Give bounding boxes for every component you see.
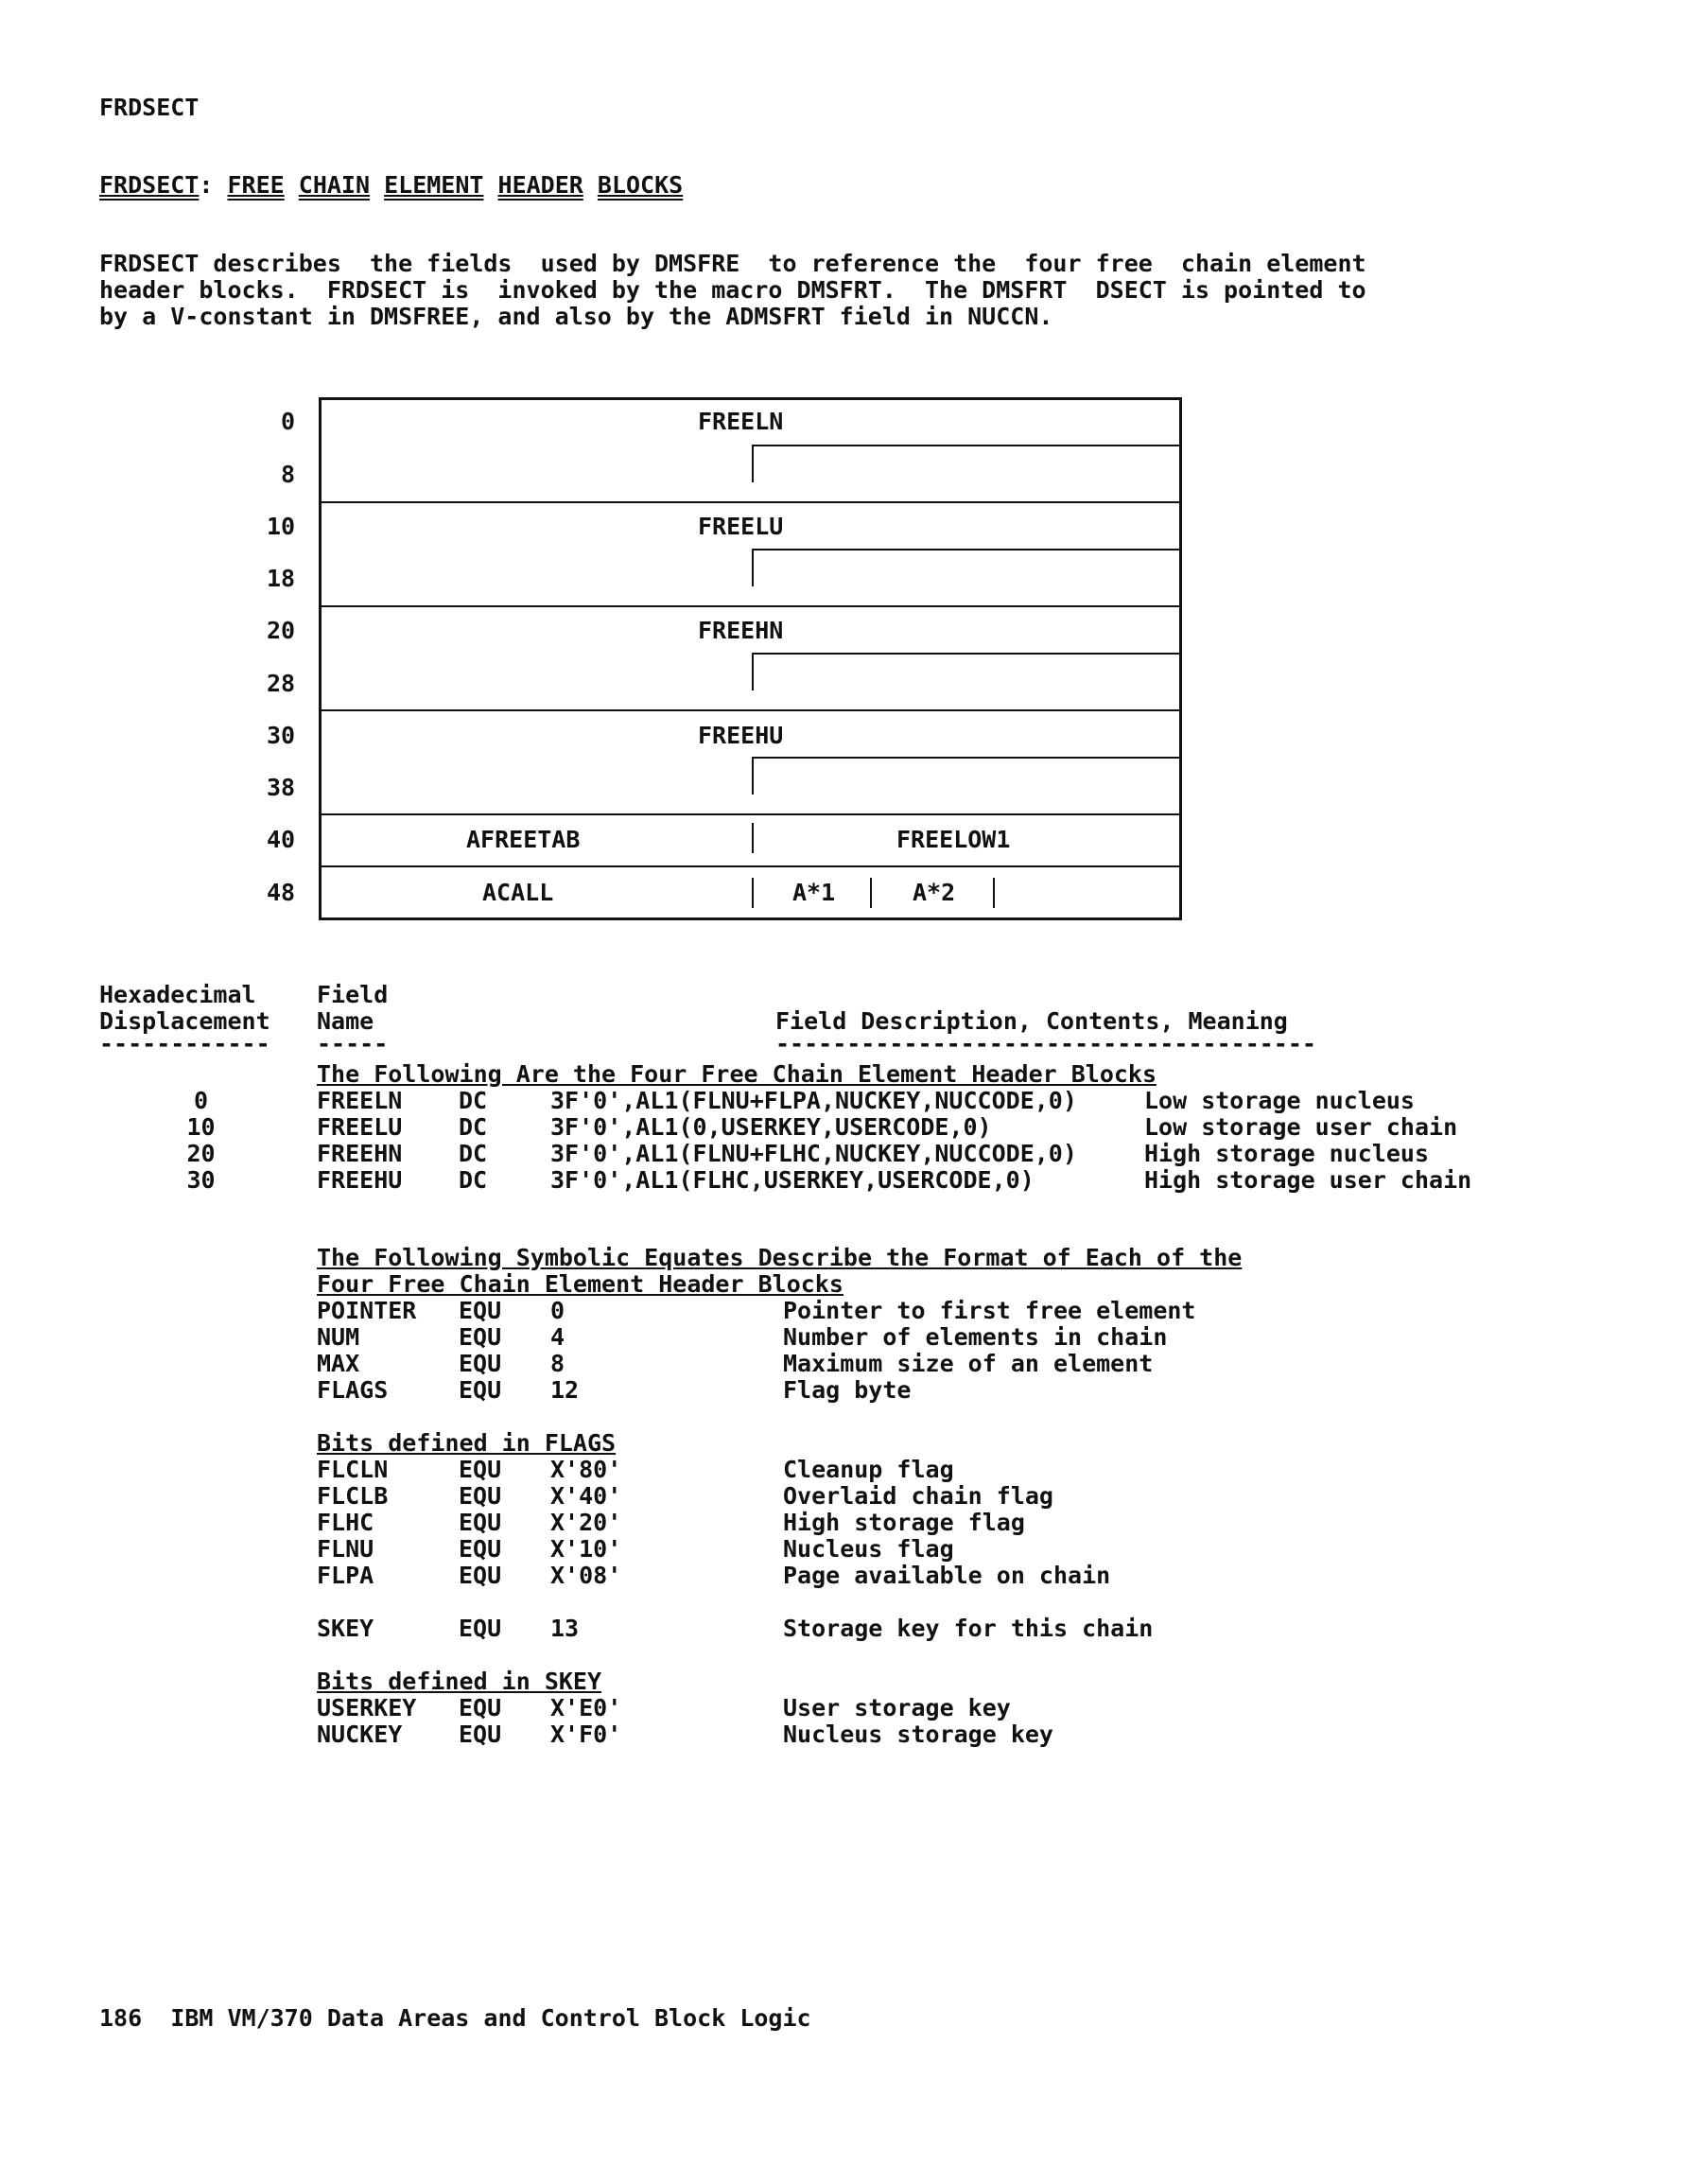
table-row xyxy=(0,1457,1687,1483)
table-row xyxy=(0,1536,1687,1563)
field-name: AFREETAB xyxy=(466,826,581,853)
row-value: X'40' xyxy=(550,1482,622,1510)
row-field-name: POINTER xyxy=(317,1297,417,1324)
table-row xyxy=(0,1616,1687,1642)
row-description: Low storage user chain xyxy=(1144,1113,1458,1141)
field-divider xyxy=(870,878,872,908)
table-row xyxy=(0,1695,1687,1721)
offset-label: 30 xyxy=(267,722,296,749)
row-op: EQU xyxy=(459,1509,502,1536)
diagram-bottom-border xyxy=(319,917,1182,920)
offset-label: 38 xyxy=(267,774,296,801)
offset-label: 28 xyxy=(267,670,296,697)
page-footer xyxy=(99,2005,811,2032)
row-op: EQU xyxy=(459,1323,502,1351)
row-op: EQU xyxy=(459,1615,502,1642)
table-row xyxy=(0,1324,1687,1351)
row-description: High storage user chain xyxy=(1144,1166,1472,1194)
row-value: 4 xyxy=(550,1323,565,1351)
row-field-name: FREELU xyxy=(317,1113,403,1141)
block-name: FREEHU xyxy=(698,722,784,749)
header-name-line2: Name xyxy=(317,1007,374,1035)
row-op: DC xyxy=(459,1113,488,1141)
header-disp-line2: Displacement xyxy=(99,1007,270,1035)
row-field-name: USERKEY xyxy=(317,1694,417,1721)
table-row xyxy=(0,1510,1687,1536)
row-op: EQU xyxy=(459,1535,502,1563)
row-value: X'E0' xyxy=(550,1694,622,1721)
row-description: Flag byte xyxy=(783,1376,912,1404)
section-title-word: FREE xyxy=(227,171,285,199)
diagram-left-border xyxy=(319,397,322,920)
row-displacement: 0 xyxy=(193,1087,209,1114)
offset-label: 18 xyxy=(267,565,296,592)
section-title-word: HEADER xyxy=(497,171,583,199)
group-title: Bits defined in SKEY xyxy=(317,1668,602,1695)
row-field-name: FLHC xyxy=(317,1509,374,1536)
row-value: 3F'0',AL1(FLHC,USERKEY,USERCODE,0) xyxy=(550,1166,1035,1194)
row-op: EQU xyxy=(459,1721,502,1748)
header-description: Field Description, Contents, Meaning xyxy=(775,1007,1288,1035)
header-rule: ----- xyxy=(317,1030,389,1057)
intro-line: FRDSECT describes the fields used by DMSFRE to reference the four free chain element xyxy=(99,250,1366,277)
offset-label: 0 xyxy=(280,408,295,435)
half-word-divider xyxy=(752,757,1182,759)
offset-label: 8 xyxy=(280,461,295,488)
row-value: X'10' xyxy=(550,1535,622,1563)
row-description: High storage nucleus xyxy=(1144,1140,1430,1167)
row-value: 3F'0',AL1(FLNU+FLPA,NUCKEY,NUCCODE,0) xyxy=(550,1087,1077,1114)
half-word-divider xyxy=(752,549,1182,550)
row-value: X'80' xyxy=(550,1456,622,1483)
group-title: Four Free Chain Element Header Blocks xyxy=(317,1270,844,1298)
header-disp-line1: Hexadecimal xyxy=(99,981,256,1008)
row-value: X'08' xyxy=(550,1562,622,1589)
offset-label: 40 xyxy=(267,826,296,853)
row-field-name: FLNU xyxy=(317,1535,374,1563)
book-title: IBM VM/370 Data Areas and Control Block Logic xyxy=(170,2004,811,2032)
table-row xyxy=(0,1088,1687,1114)
row-field-name: NUM xyxy=(317,1323,360,1351)
half-word-divider xyxy=(752,445,754,482)
row-op: DC xyxy=(459,1140,488,1167)
row-description: High storage flag xyxy=(783,1509,1025,1536)
block-name: FREELU xyxy=(698,513,784,540)
block-name: FREEHN xyxy=(698,617,784,644)
block-separator xyxy=(319,501,1182,503)
row-op: DC xyxy=(459,1087,488,1114)
row-field-name: FLPA xyxy=(317,1562,374,1589)
table-row xyxy=(0,1377,1687,1404)
field-name: A*2 xyxy=(913,879,956,906)
row-op: EQU xyxy=(459,1297,502,1324)
section-title-word: ELEMENT xyxy=(384,171,484,199)
half-word-divider xyxy=(752,445,1182,446)
field-divider xyxy=(993,878,995,908)
table-row xyxy=(0,1563,1687,1589)
row-field-name: MAX xyxy=(317,1350,360,1377)
section-title xyxy=(99,172,683,199)
block-separator xyxy=(319,605,1182,607)
table-row xyxy=(0,1141,1687,1167)
row-description: User storage key xyxy=(783,1694,1011,1721)
table-row xyxy=(0,1114,1687,1141)
row-field-name: FREEHN xyxy=(317,1140,403,1167)
table-row xyxy=(0,1298,1687,1324)
field-name: A*1 xyxy=(792,879,836,906)
row-op: EQU xyxy=(459,1562,502,1589)
section-title-prefix: FRDSECT xyxy=(99,171,200,199)
row-field-name: FLCLN xyxy=(317,1456,389,1483)
row-value: 0 xyxy=(550,1297,565,1324)
diagram-top-border xyxy=(319,397,1182,400)
section-title-word: BLOCKS xyxy=(597,171,684,199)
row-description: Storage key for this chain xyxy=(783,1615,1154,1642)
row-field-name: FLCLB xyxy=(317,1482,389,1510)
intro-line: header blocks. FRDSECT is invoked by the macro DMSFRT. The DMSFRT DSECT is pointed to xyxy=(99,276,1366,304)
row-displacement: 10 xyxy=(186,1113,216,1141)
row-op: EQU xyxy=(459,1482,502,1510)
row-description: Nucleus flag xyxy=(783,1535,954,1563)
row-value: 8 xyxy=(550,1350,565,1377)
table-row xyxy=(0,1351,1687,1377)
row-op: EQU xyxy=(459,1694,502,1721)
row-description: Cleanup flag xyxy=(783,1456,954,1483)
row-field-name: FLAGS xyxy=(317,1376,389,1404)
row-description: Overlaid chain flag xyxy=(783,1482,1053,1510)
half-word-divider xyxy=(752,757,754,795)
field-divider xyxy=(752,823,754,853)
row-description: Low storage nucleus xyxy=(1144,1087,1415,1114)
group-title: The Following Symbolic Equates Describe the Format of Each of the xyxy=(317,1244,1243,1271)
row-op: DC xyxy=(459,1166,488,1194)
offset-label: 48 xyxy=(267,879,296,906)
row-description: Page available on chain xyxy=(783,1562,1111,1589)
table-row xyxy=(0,1167,1687,1194)
row-value: X'20' xyxy=(550,1509,622,1536)
diagram-right-border xyxy=(1179,397,1182,920)
header-rule: ------------ xyxy=(99,1030,270,1057)
row-op: EQU xyxy=(459,1350,502,1377)
row-description: Pointer to first free element xyxy=(783,1297,1196,1324)
row-op: EQU xyxy=(459,1456,502,1483)
section-title-sep: : xyxy=(199,171,214,199)
row-field-name: NUCKEY xyxy=(317,1721,403,1748)
row-description: Number of elements in chain xyxy=(783,1323,1168,1351)
row-displacement: 20 xyxy=(186,1140,216,1167)
row-op: EQU xyxy=(459,1376,502,1404)
group-title: Bits defined in FLAGS xyxy=(317,1429,617,1457)
intro-line: by a V-constant in DMSFREE, and also by the ADMSFRT field in NUCCN. xyxy=(99,303,1053,330)
header-rule: -------------------------------------- xyxy=(775,1030,1316,1057)
row-displacement: 30 xyxy=(186,1166,216,1194)
block-separator xyxy=(319,709,1182,711)
section-title-word: CHAIN xyxy=(298,171,371,199)
page-number: 186 xyxy=(99,2004,143,2032)
row-field-name: FREEHU xyxy=(317,1166,403,1194)
row-field-name: SKEY xyxy=(317,1615,374,1642)
field-divider xyxy=(752,878,754,908)
field-name: FREELOW1 xyxy=(896,826,1011,853)
block-separator xyxy=(319,865,1182,867)
offset-label: 20 xyxy=(267,617,296,644)
half-word-divider xyxy=(752,653,754,690)
row-description: Nucleus storage key xyxy=(783,1721,1053,1748)
header-name-line1: Field xyxy=(317,981,389,1008)
block-separator xyxy=(319,813,1182,815)
row-value: 3F'0',AL1(0,USERKEY,USERCODE,0) xyxy=(550,1113,992,1141)
half-word-divider xyxy=(752,653,1182,655)
table-row xyxy=(0,1721,1687,1748)
offset-label: 10 xyxy=(267,513,296,540)
row-value: 12 xyxy=(550,1376,580,1404)
group-title: The Following Are the Four Free Chain Element Header Blocks xyxy=(317,1060,1157,1088)
half-word-divider xyxy=(752,549,754,586)
table-row xyxy=(0,1483,1687,1510)
block-name: FREELN xyxy=(698,408,784,435)
row-value: 13 xyxy=(550,1615,580,1642)
row-description: Maximum size of an element xyxy=(783,1350,1154,1377)
running-header: FRDSECT xyxy=(99,94,200,121)
row-field-name: FREELN xyxy=(317,1087,403,1114)
field-name: ACALL xyxy=(482,879,554,906)
row-value: 3F'0',AL1(FLNU+FLHC,NUCKEY,NUCCODE,0) xyxy=(550,1140,1077,1167)
row-value: X'F0' xyxy=(550,1721,622,1748)
